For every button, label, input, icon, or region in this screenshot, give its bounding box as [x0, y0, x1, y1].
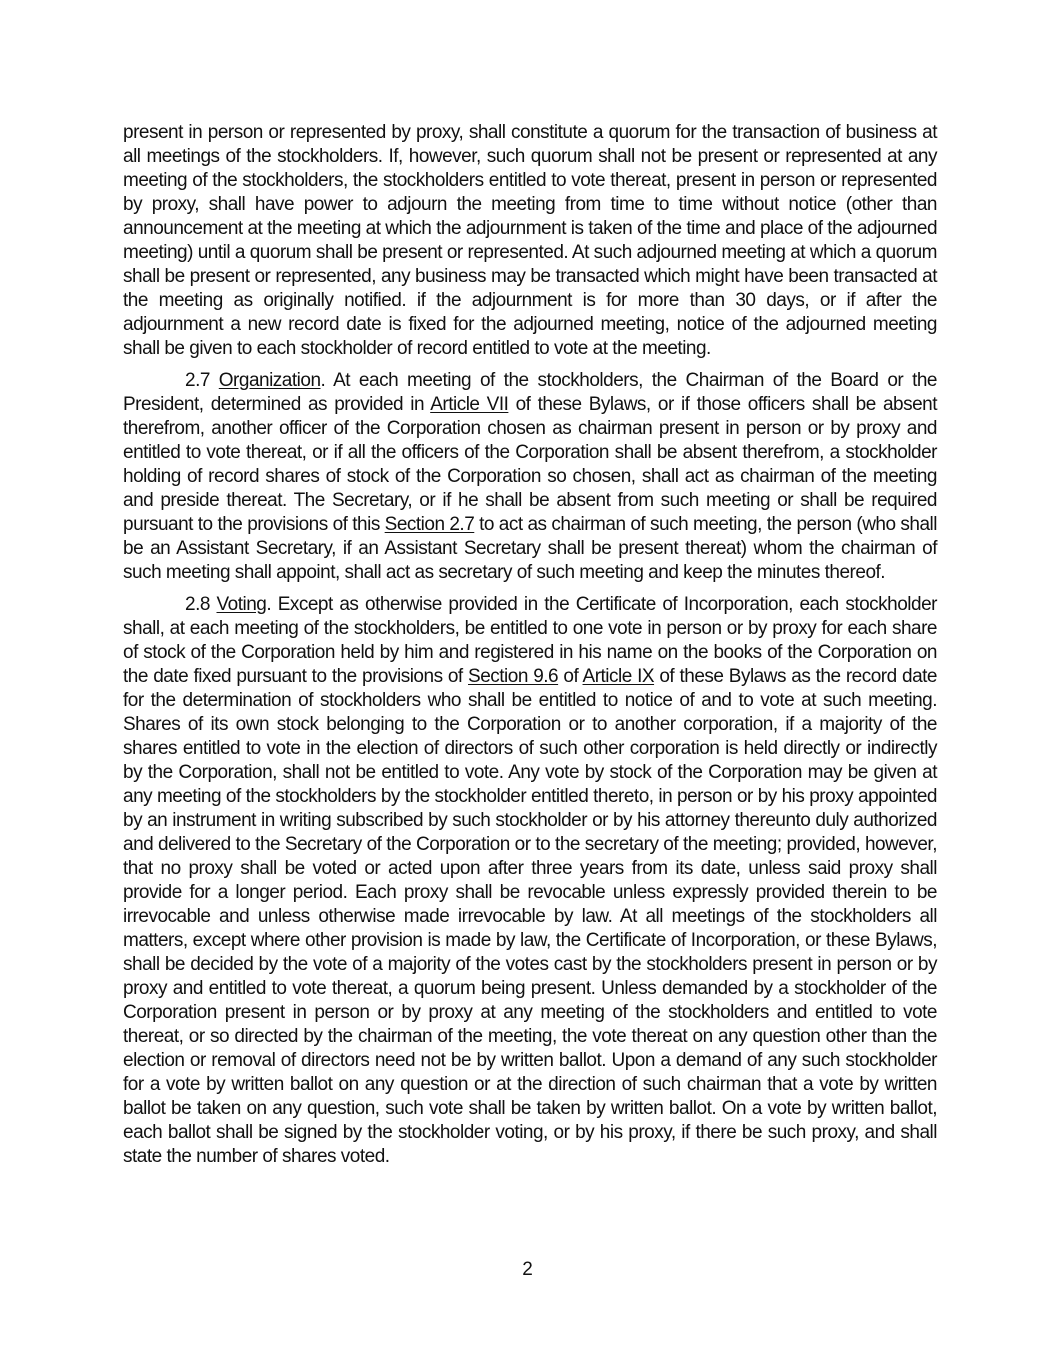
document-body	[123, 121, 937, 1177]
text-run: present in person or represented by proxy, shall constitute a quorum for the transaction of business at all meetings of the stockholders. If, however, such quorum shall not be present or represented at any meeting of the stockholders, the stockholders entitled to vote thereat, present in person or represented by proxy, shall have power to adjourn the meeting from time to time without notice (other than announcement at the meeting at which the adjournment is taken of the time and place of the adjourned meeting) until a quorum shall be present or represented. At such adjourned meeting at which a quorum shall be present or represented, any business may be transacted which might have been transacted at the meeting as originally notified. if the adjournment is for more than 30 days, or if after the adjournment a new record date is fixed for the adjourned meeting, notice of the adjourned meeting shall be given to each stockholder of record entitled to vote at the meeting.	[123, 122, 938, 359]
section-2-7-organization	[123, 369, 937, 585]
text-run: of	[558, 666, 583, 687]
text-run: . Except as otherwise provided in the Certificate of Incorporation, each stockholder shall, at each meeting of the stockholders, be entitled to one vote in person or by proxy for each share of stock of the Corporation held by him and registered in his name on the books of the Corporation on the date fixed pursuant to the provisions of	[123, 594, 937, 687]
underlined-reference: Article IX	[582, 666, 655, 687]
page-number: 2	[522, 1259, 533, 1280]
section-2-8-voting	[123, 593, 937, 1169]
text-run: 2.7	[185, 370, 219, 391]
text-run: . At each meeting of the stockholders, the Chairman of the Board or the President, determined as provided in	[123, 370, 937, 415]
underlined-reference: Organization	[218, 370, 321, 391]
text-run: to act as chairman of such meeting, the person (who shall be an Assistant Secretary, if an Assistant Secretary shall be present thereat) whom the chairman of such meeting shall appoint, shall act as secretary of such meeting and keep the minutes thereof.	[123, 514, 937, 583]
quorum-adjournment-paragraph	[123, 121, 937, 361]
underlined-reference: Article VII	[430, 394, 509, 415]
underlined-reference: Voting	[216, 594, 267, 615]
underlined-reference: Section 9.6	[468, 666, 559, 687]
underlined-reference: Section 2.7	[384, 514, 475, 535]
text-run: of these Bylaws as the record date for the determination of stockholders who shall be entitled to notice of and to vote at such meeting. Shares of its own stock belonging to the Corporation or to another corporation, if a majority of the shares entitled to vote in the election of directors of such other corporation is held directly or indirectly by the Corporation, shall not be entitled to vote. Any vote by stock of the Corporation may be given at any meeting of the stockholders by the stockholder entitled thereto, in person or by his proxy appointed by an instrument in writing subscribed by such stockholder or by his attorney thereunto duly authorized and delivered to the Secretary of the Corporation or to the secretary of the meeting; provided, however, that no proxy shall be voted or acted upon after three years from its date, unless said proxy shall provide for a longer period. Each proxy shall be revocable unless expressly provided therein to be irrevocable and unless otherwise made irrevocable by law. At all meetings of the stockholders all matters, except where other provision is made by law, the Certificate of Incorporation, or these Bylaws, shall be decided by the vote of a majority of the votes cast by the stockholders present in person or by proxy and entitled to vote thereat, a quorum being present. Unless demanded by a stockholder of the Corporation present in person or by proxy at any meeting of the stockholders and entitled to vote thereat, or so directed by the chairman of the meeting, the vote thereat on any question other than the election or removal of directors need not be by written ballot. Upon a demand of any such stockholder for a vote by written ballot on any question or at the direction of such chairman that a vote by written ballot be taken on any question, such vote shall be taken by written ballot. On a vote by written ballot, each ballot shall be signed by the stockholder voting, or by his proxy, if there be such proxy, and shall state the number of shares voted.	[123, 666, 937, 1167]
text-run: of these Bylaws, or if those officers shall be absent therefrom, another officer of the Corporation chosen as chairman present in person or by proxy and entitled to vote thereat, or if all the officers of the Corporation shall be absent therefrom, a stockholder holding of record shares of stock of the Corporation so chosen, shall act as chairman of the meeting and preside thereat. The Secretary, or if he shall be absent from such meeting or shall be required pursuant to the provisions of this	[123, 394, 937, 535]
text-run: 2.8	[185, 594, 217, 615]
